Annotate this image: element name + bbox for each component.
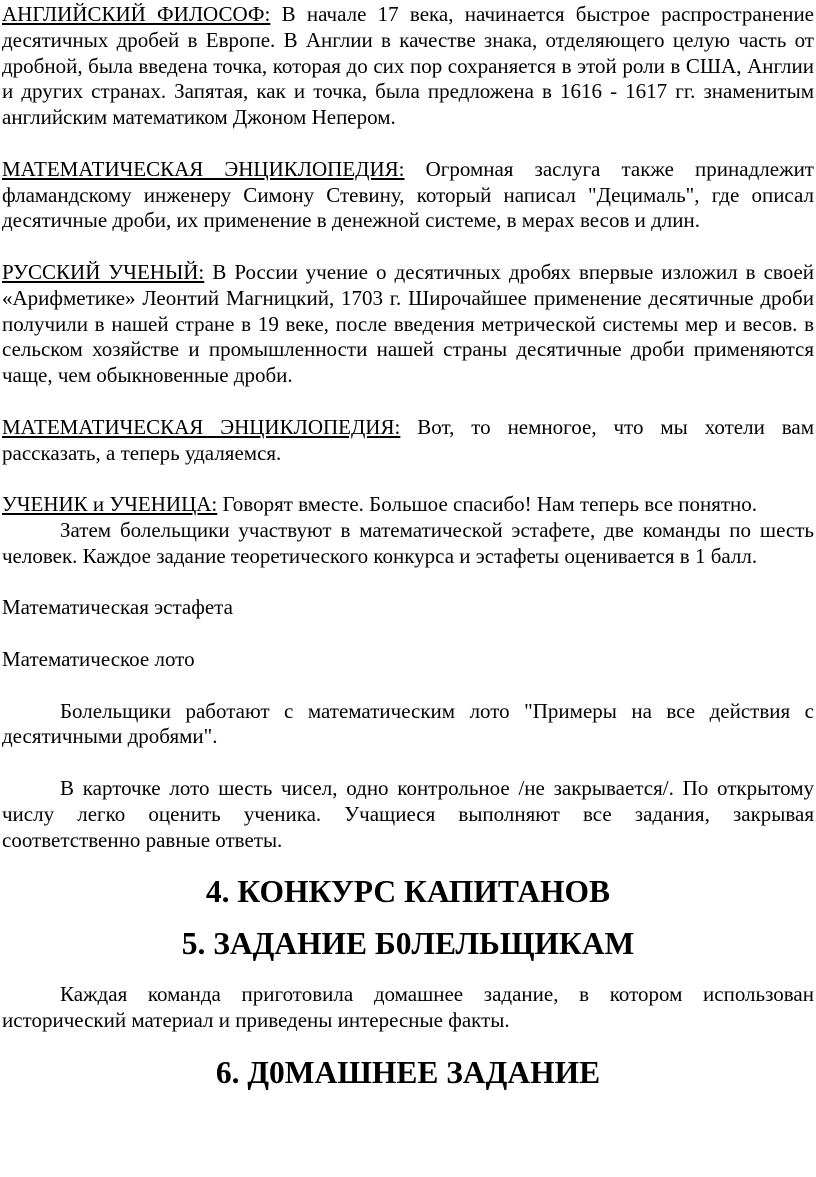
paragraph-english-philosopher	[2, 2, 814, 131]
paragraph-math-encyclopedia-2	[2, 415, 814, 467]
section-heading-captains: 4. КОНКУРС КАПИТАНОВ	[205, 874, 611, 910]
speaker-label: АНГЛИЙСКИЙ ФИЛОСОФ:	[2, 2, 271, 26]
paragraph-relay-title: Математическая эстафета	[2, 595, 233, 620]
paragraph-homework-description: Каждая команда приготовила домашнее задание, в котором использован исторический материал и приведены интересные факты.	[2, 982, 814, 1033]
paragraph-relay-intro: Затем болельщики участвуют в математической эстафете, две команды по шесть человек. Каждое задание теоретического конкурса и эстафеты оценивается в 1 балл.	[2, 517, 814, 568]
speaker-label: УЧЕНИК и УЧЕНИЦА:	[2, 492, 218, 517]
speaker-label: РУССКИЙ УЧЕНЫЙ:	[2, 259, 205, 284]
speech-text: Вот, то немногое, что мы хотели вам рассказать, а теперь удаляемся.	[2, 414, 814, 465]
paragraph-math-encyclopedia-1	[2, 157, 814, 234]
paragraph-lotto-card: В карточке лото шесть чисел, одно контрольное /не закрывается/. По открытому числу легко оценить ученика. Учащиеся выполняют все задания, закрывая соответственно равные ответы.	[2, 775, 814, 852]
speech-text: Говорят вместе. Большое спасибо! Нам теперь все понятно.	[217, 492, 758, 517]
paragraph-lotto-title: Математическое лото	[2, 646, 195, 671]
speech-text: Огромная заслуга также принадлежит фламандскому инженеру Симону Стевину, который написал "Децималь", где описал десятичные дроби, их применение в денежной системе, в мерах весов и длин.	[2, 156, 814, 233]
paragraph-russian-scientist	[2, 260, 814, 389]
section-heading-fans-task: 5. ЗАДАНИЕ Б0ЛЕЛЬЩИКАМ	[181, 925, 635, 961]
speech-text: В России учение о десятичных дробях впервые изложил в своей «Арифметике» Леонтий Магницкий, 1703 г. Широчайшее применение десятичные дроби получили в нашей стране в 19 веке, после введения метрической системы мер и весов. в сельском хозяйстве и промышленности нашей страны десятичные дроби применяются чаще, чем обыкновенные дроби.	[2, 259, 815, 388]
paragraph-lotto-description: Болельщики работают с математическим лото "Примеры на все действия с десятичными дробями".	[2, 698, 814, 749]
section-heading-homework: 6. Д0МАШНЕЕ ЗАДАНИЕ	[215, 1054, 601, 1090]
speaker-label: МАТЕМАТИЧЕСКАЯ ЭНЦИКЛОПЕДИЯ:	[2, 414, 401, 439]
paragraph-students	[2, 492, 814, 518]
speech-text: В начале 17 века, начинается быстрое распространение десятичных дробей в Европе. В Англии в качестве знака, отделяющего целую часть от дробной, была введена точка, которая до сих пор сохраняется в этой роли в США, Англии и других странах. Запятая, как и точка, была предложена в 1616 - 1617 гг. знаменитым английским математиком Джоном Непером.	[2, 2, 814, 130]
speaker-label: МАТЕМАТИЧЕСКАЯ ЭНЦИКЛОПЕДИЯ:	[2, 156, 405, 181]
